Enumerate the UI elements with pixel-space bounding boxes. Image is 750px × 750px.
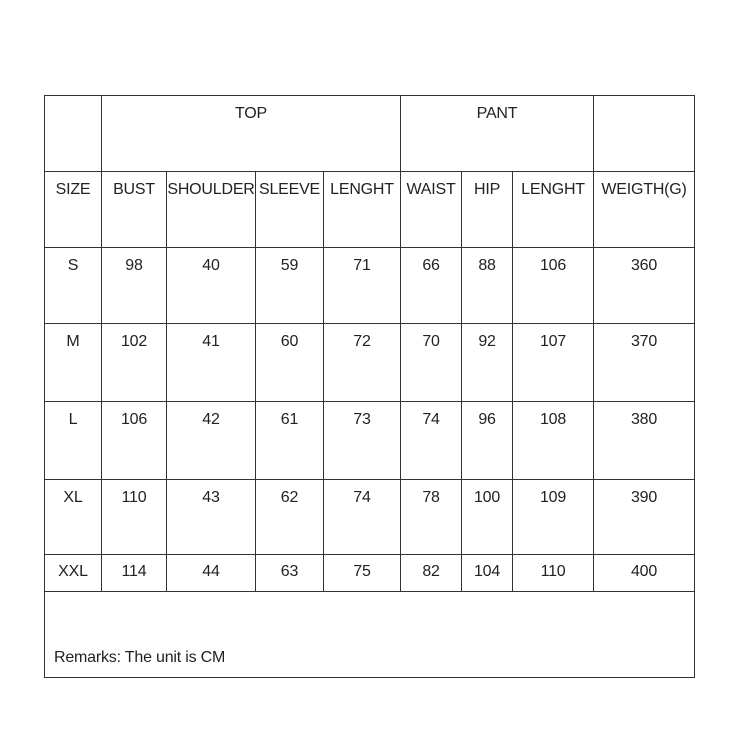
cell-sleeve: 60 [256,324,324,402]
cell-waist: 70 [401,324,462,402]
header-top-length: LENGHT [324,172,401,248]
cell-shoulder: 43 [167,480,256,555]
cell-hip: 104 [462,555,513,592]
header-waist: WAIST [401,172,462,248]
group-header-pant: PANT [401,96,594,172]
cell-size: L [45,402,102,480]
cell-weight: 390 [594,480,695,555]
cell-weight: 370 [594,324,695,402]
cell-weight: 380 [594,402,695,480]
remarks-text: Remarks: The unit is CM [45,592,695,678]
cell-bust: 98 [102,248,167,324]
cell-bust: 114 [102,555,167,592]
cell-sleeve: 59 [256,248,324,324]
cell-pant-length: 109 [513,480,594,555]
remarks-row [45,592,695,678]
cell-top-length: 75 [324,555,401,592]
empty-group-cell [594,96,695,172]
cell-pant-length: 110 [513,555,594,592]
cell-waist: 82 [401,555,462,592]
cell-weight: 400 [594,555,695,592]
cell-sleeve: 62 [256,480,324,555]
cell-hip: 100 [462,480,513,555]
group-header-row [45,96,695,172]
header-shoulder: SHOULDER [167,172,256,248]
cell-top-length: 71 [324,248,401,324]
group-header-top: TOP [102,96,401,172]
table-row [45,480,695,555]
cell-size: XL [45,480,102,555]
cell-hip: 92 [462,324,513,402]
cell-sleeve: 63 [256,555,324,592]
size-chart-table [44,95,695,678]
cell-shoulder: 42 [167,402,256,480]
header-pant-length: LENGHT [513,172,594,248]
table-row [45,555,695,592]
cell-top-length: 74 [324,480,401,555]
header-hip: HIP [462,172,513,248]
cell-shoulder: 44 [167,555,256,592]
cell-waist: 74 [401,402,462,480]
table-row [45,324,695,402]
cell-pant-length: 107 [513,324,594,402]
header-bust: BUST [102,172,167,248]
cell-hip: 88 [462,248,513,324]
empty-corner-cell [45,96,102,172]
cell-weight: 360 [594,248,695,324]
cell-bust: 110 [102,480,167,555]
cell-hip: 96 [462,402,513,480]
cell-pant-length: 106 [513,248,594,324]
header-size: SIZE [45,172,102,248]
cell-sleeve: 61 [256,402,324,480]
table-row [45,248,695,324]
header-sleeve: SLEEVE [256,172,324,248]
cell-pant-length: 108 [513,402,594,480]
cell-waist: 78 [401,480,462,555]
cell-bust: 106 [102,402,167,480]
cell-size: S [45,248,102,324]
column-header-row [45,172,695,248]
header-weight: WEIGTH(G) [594,172,695,248]
cell-shoulder: 40 [167,248,256,324]
table-row [45,402,695,480]
cell-top-length: 72 [324,324,401,402]
cell-size: M [45,324,102,402]
cell-bust: 102 [102,324,167,402]
cell-shoulder: 41 [167,324,256,402]
cell-waist: 66 [401,248,462,324]
cell-size: XXL [45,555,102,592]
cell-top-length: 73 [324,402,401,480]
